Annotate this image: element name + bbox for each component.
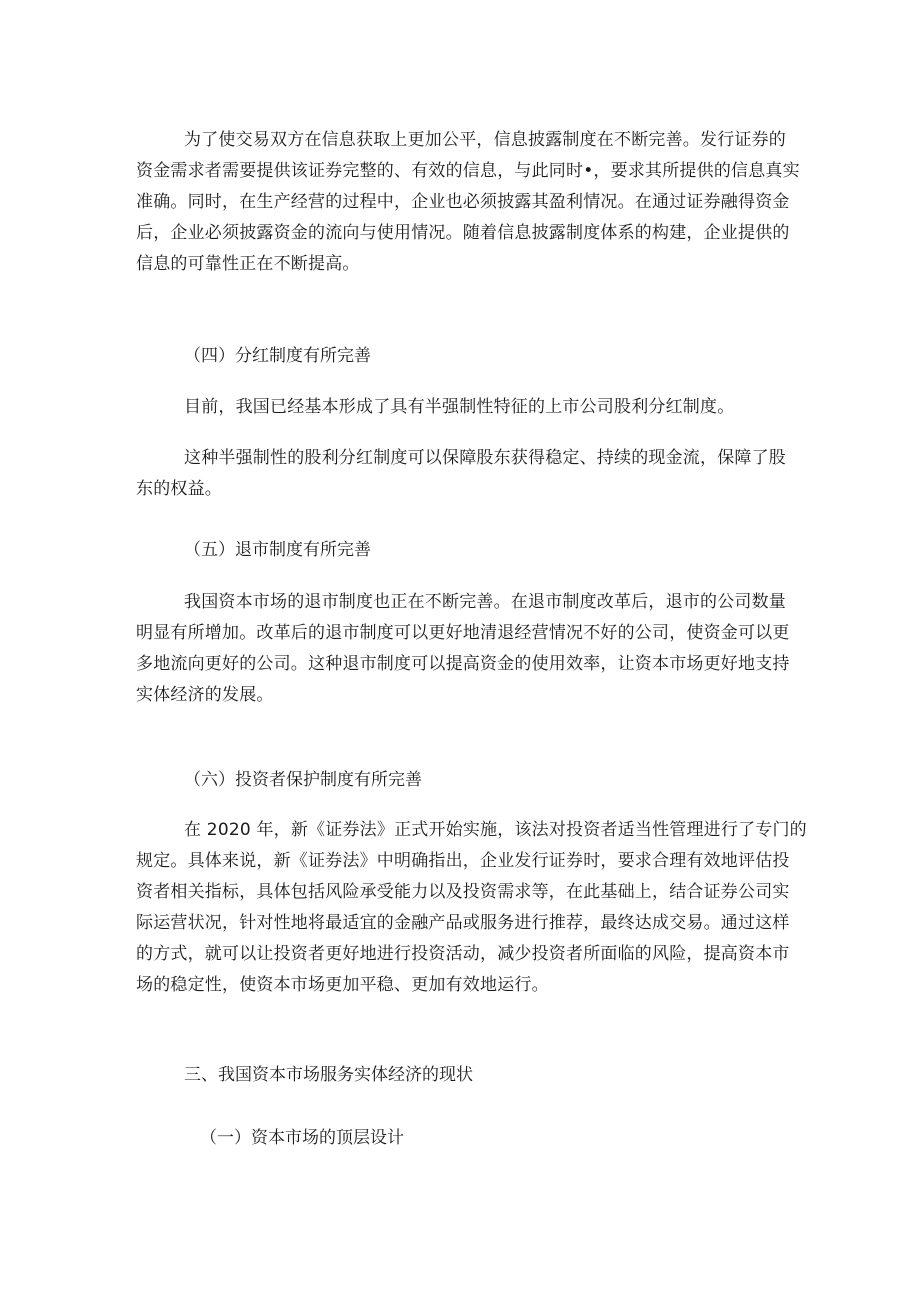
text-line: 明显有所增加。改革后的退市制度可以更好地清退经营情况不好的公司，使资金可以更 <box>136 623 790 643</box>
section-heading-investor-protection: （六）投资者保护制度有所完善 <box>184 770 422 790</box>
section-heading-top-level-design: （一）资本市场的顶层设计 <box>200 1128 404 1148</box>
text-line: 资者相关指标，具体包括风险承受能力以及投资需求等，在此基础上，结合证券公司实 <box>136 882 790 902</box>
text-line: 规定。具体来说，新《证券法》中明确指出，企业发行证券时，要求合理有效地评估投 <box>136 851 790 871</box>
text-line: 的方式，就可以让投资者更好地进行投资活动，减少投资者所面临的风险，提高资本市 <box>136 944 790 964</box>
chapter-heading-current-status: 三、我国资本市场服务实体经济的现状 <box>184 1065 473 1085</box>
text-line: 准确。同时，在生产经营的过程中，企业也必须披露其盈利情况。在通过证券融得资金 <box>136 192 790 212</box>
paragraph-disclosure <box>136 125 800 280</box>
section-heading-dividend: （四）分红制度有所完善 <box>184 346 371 366</box>
text-line: 为了使交易双方在信息获取上更加公平，信息披露制度在不断完善。发行证券的 <box>184 130 786 150</box>
text-line: 实体经济的发展。 <box>136 685 274 705</box>
paragraph-delisting <box>136 587 790 711</box>
text-line: 东的权益。 <box>136 479 222 499</box>
paragraph-dividend-intro <box>136 392 776 423</box>
text-line: 资金需求者需要提供该证券完整的、有效的信息，与此同时•，要求其所提供的信息真实 <box>136 161 800 181</box>
text-line: 场的稳定性，使资本市场更加平稳、更加有效地运行。 <box>136 975 549 995</box>
text-line: 我国资本市场的退市制度也正在不断完善。在退市制度改革后，退市的公司数量 <box>184 592 786 612</box>
text-line: 目前，我国已经基本形成了具有半强制性特征的上市公司股利分红制度。 <box>184 397 735 417</box>
text-line: 多地流向更好的公司。这种退市制度可以提高资金的使用效率，让资本市场更好地支持 <box>136 654 790 674</box>
paragraph-dividend-effect <box>136 443 786 505</box>
text-line: 后，企业必须披露资金的流向与使用情况。随着信息披露制度体系的构建，企业提供的 <box>136 223 790 243</box>
paragraph-securities-law <box>136 815 807 1001</box>
text-line: 这种半强制性的股利分红制度可以保障股东获得稳定、持续的现金流，保障了股 <box>184 448 786 468</box>
text-line: 在 2020 年，新《证券法》正式开始实施，该法对投资者适当性管理进行了专门的 <box>184 820 807 840</box>
section-heading-delisting: （五）退市制度有所完善 <box>184 540 371 560</box>
text-line: 信息的可靠性正在不断提高。 <box>136 254 360 274</box>
text-line: 际运营状况，针对性地将最适宜的金融产品或服务进行推荐，最终达成交易。通过这样 <box>136 913 790 933</box>
